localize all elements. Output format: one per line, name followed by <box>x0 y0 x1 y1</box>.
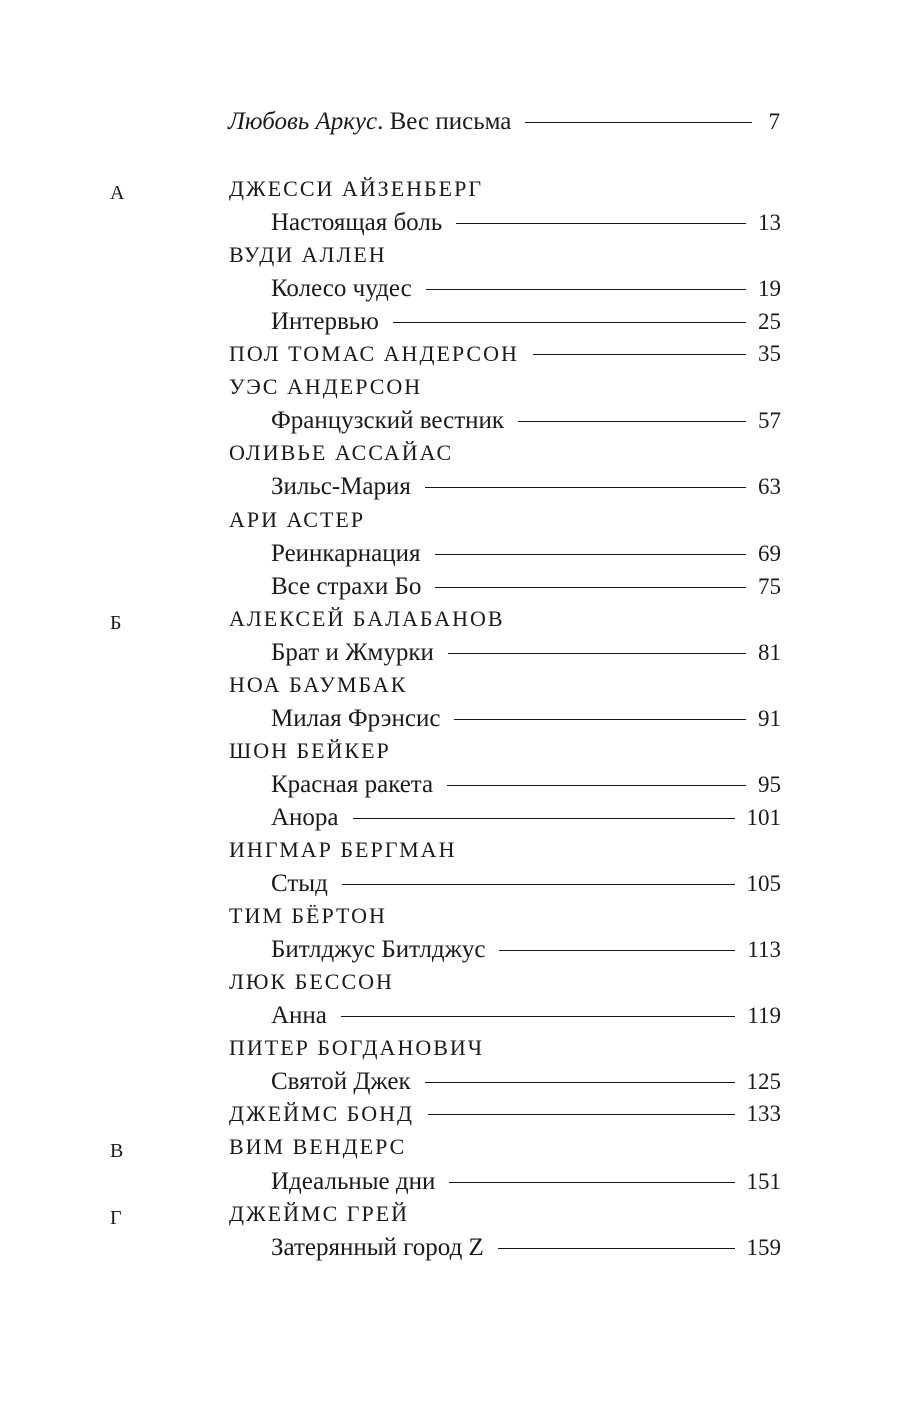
toc-director-entry[interactable] <box>229 837 829 867</box>
page-number: 105 <box>746 871 781 896</box>
film-title: Стыд <box>271 870 328 897</box>
film-title: Битлджус Битлджус <box>271 936 486 963</box>
page-number: 57 <box>758 408 781 433</box>
dot-leader <box>499 950 735 951</box>
dot-leader <box>428 1114 734 1115</box>
toc-film-entry[interactable] <box>271 870 781 900</box>
director-name: АРИ АСТЕР <box>229 507 366 532</box>
toc-film-entry[interactable] <box>271 804 781 834</box>
director-name: АЛЕКСЕЙ БАЛАБАНОВ <box>229 606 505 631</box>
dot-leader <box>449 1182 734 1183</box>
film-title: Интервью <box>271 308 379 335</box>
toc-film-entry[interactable] <box>271 407 781 437</box>
toc-director-entry[interactable] <box>229 1035 829 1065</box>
toc-director-entry[interactable] <box>229 242 829 272</box>
page-number: 91 <box>758 706 781 731</box>
dot-leader <box>435 587 746 588</box>
dot-leader <box>454 719 746 720</box>
toc-film-entry[interactable] <box>271 1234 781 1264</box>
toc-film-entry[interactable] <box>271 1068 781 1098</box>
dot-leader <box>341 1016 735 1017</box>
dot-leader <box>533 354 746 355</box>
director-name: ИНГМАР БЕРГМАН <box>229 837 457 862</box>
toc-film-entry[interactable] <box>271 936 781 966</box>
director-name: ТИМ БЁРТОН <box>229 903 387 928</box>
toc-director-entry[interactable] <box>229 1201 829 1231</box>
toc-film-entry[interactable] <box>271 1168 781 1198</box>
dot-leader <box>425 1082 735 1083</box>
dot-leader <box>353 818 735 819</box>
film-title: Анна <box>271 1002 327 1029</box>
film-title: Красная ракета <box>271 771 434 798</box>
toc-director-entry[interactable] <box>229 341 781 371</box>
page-number: 13 <box>758 210 781 235</box>
director-name: ЛЮК БЕССОН <box>229 969 394 994</box>
page-number: 133 <box>746 1101 781 1126</box>
director-name: НОА БАУМБАК <box>229 672 408 697</box>
page-number: 119 <box>747 1003 781 1028</box>
dot-leader <box>435 554 746 555</box>
film-title: Святой Джек <box>271 1068 411 1095</box>
toc-director-entry[interactable] <box>229 440 829 470</box>
toc-intro-entry[interactable] <box>228 108 780 138</box>
film-title: Настоящая боль <box>271 209 443 236</box>
toc-film-entry[interactable] <box>271 473 781 503</box>
toc-director-entry[interactable] <box>229 374 829 404</box>
page-number: 81 <box>758 640 781 665</box>
toc-film-entry[interactable] <box>271 1002 781 1032</box>
intro-author: Любовь Аркус <box>228 108 378 135</box>
toc-film-entry[interactable] <box>271 639 781 669</box>
dot-leader <box>525 122 752 123</box>
toc-film-entry[interactable] <box>271 771 781 801</box>
section-letter: Г <box>110 1207 122 1229</box>
page-number: 151 <box>746 1169 781 1194</box>
toc-director-entry[interactable] <box>229 903 829 933</box>
page-number: 95 <box>758 772 781 797</box>
toc-director-entry[interactable] <box>229 1134 829 1164</box>
film-title: Идеальные дни <box>271 1168 436 1195</box>
toc-film-entry[interactable] <box>271 705 781 735</box>
page-number: 159 <box>746 1235 781 1260</box>
page-number: 75 <box>758 574 781 599</box>
toc-director-entry[interactable] <box>229 1101 781 1131</box>
director-name: ОЛИВЬЕ АССАЙАС <box>229 440 454 465</box>
film-title: Колесо чудес <box>271 275 412 302</box>
film-title: Зильс-Мария <box>271 473 411 500</box>
page-number: 19 <box>758 276 781 301</box>
dot-leader <box>426 289 746 290</box>
page-number: 101 <box>746 805 781 830</box>
section-letter: В <box>110 1140 124 1162</box>
toc-director-entry[interactable] <box>229 176 829 206</box>
director-name: ПОЛ ТОМАС АНДЕРСОН <box>229 341 519 366</box>
director-name: ДЖЕССИ АЙЗЕНБЕРГ <box>229 176 484 201</box>
toc-film-entry[interactable] <box>271 209 781 239</box>
film-title: Затерянный город Z <box>271 1234 484 1261</box>
page-number: 63 <box>758 474 781 499</box>
toc-film-entry[interactable] <box>271 308 781 338</box>
toc-director-entry[interactable] <box>229 672 829 702</box>
director-name: ВУДИ АЛЛЕН <box>229 242 387 267</box>
dot-leader <box>425 487 746 488</box>
toc-film-entry[interactable] <box>271 573 781 603</box>
toc-director-entry[interactable] <box>229 738 829 768</box>
toc-film-entry[interactable] <box>271 275 781 305</box>
page-number: 125 <box>746 1069 781 1094</box>
toc-director-entry[interactable] <box>229 606 829 636</box>
dot-leader <box>342 884 735 885</box>
film-title: Брат и Жмурки <box>271 639 434 666</box>
toc-film-entry[interactable] <box>271 540 781 570</box>
section-letter: Б <box>110 612 122 634</box>
page-number: 69 <box>758 541 781 566</box>
film-title: Французский вестник <box>271 407 505 434</box>
film-title: Все страхи Бо <box>271 573 422 600</box>
film-title: Анора <box>271 804 339 831</box>
dot-leader <box>447 785 746 786</box>
page-number: 25 <box>758 309 781 334</box>
page-number: 113 <box>747 937 781 962</box>
director-name: ПИТЕР БОГДАНОВИЧ <box>229 1035 485 1060</box>
section-letter: А <box>110 182 125 204</box>
director-name: ДЖЕЙМС ГРЕЙ <box>229 1201 410 1226</box>
dot-leader <box>393 322 746 323</box>
film-title: Милая Фрэнсис <box>271 705 441 732</box>
dot-leader <box>498 1248 735 1249</box>
page-number: 35 <box>758 341 781 366</box>
page-number: 7 <box>768 109 780 134</box>
director-name: УЭС АНДЕРСОН <box>229 374 423 399</box>
toc-director-entry[interactable] <box>229 507 829 537</box>
dot-leader <box>518 421 746 422</box>
director-name: ВИМ ВЕНДЕРС <box>229 1134 407 1159</box>
film-title: Реинкарнация <box>271 540 421 567</box>
toc-director-entry[interactable] <box>229 969 829 999</box>
dot-leader <box>456 223 746 224</box>
director-name: ШОН БЕЙКЕР <box>229 738 391 763</box>
director-name: ДЖЕЙМС БОНД <box>229 1101 415 1126</box>
dot-leader <box>448 653 746 654</box>
intro-title: . Вес письма <box>377 108 512 135</box>
